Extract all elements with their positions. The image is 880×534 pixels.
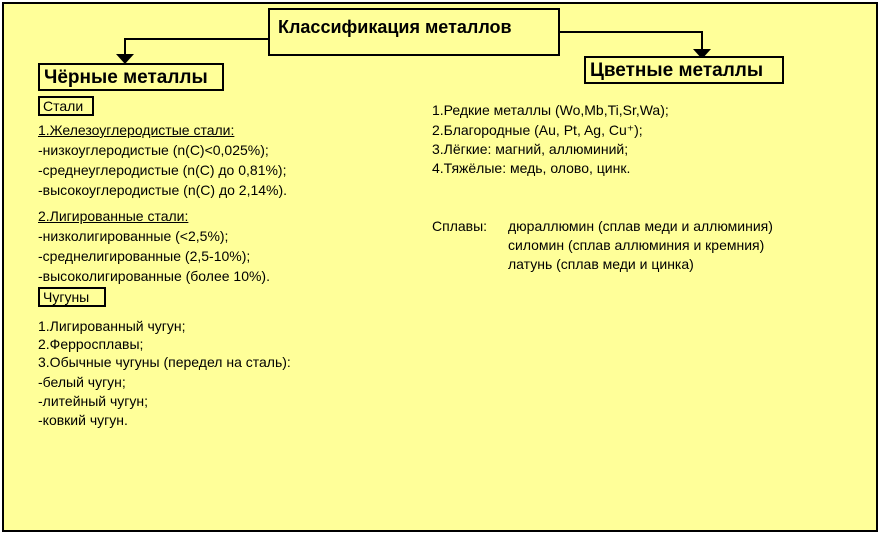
cast-iron-item: 3.Обычные чугуны (передел на сталь): [38,354,291,370]
cast-iron-item: -литейный чугун; [38,393,149,409]
alloyed-steels-heading: 2.Лигированные стали: [38,208,189,224]
carbon-steel-item: -высокоуглеродистые (n(C) до 2,14%). [38,182,288,198]
cast-iron-label-box [38,287,106,307]
nonferrous-item: 2.Благородные (Au, Pt, Ag, Cu⁺); [432,122,643,138]
arrow-to-ferrous [125,39,268,58]
alloyed-steel-item: -высоколигированные (более 10%). [38,268,270,284]
carbon-steel-item: -среднеуглеродистые (n(C) до 0,81%); [38,162,287,178]
alloy-item: латунь (сплав меди и цинка) [508,256,694,272]
alloy-item: дюраллюмин (сплав меди и аллюминия) [508,218,773,234]
nonferrous-heading: Цветные металлы [590,60,764,81]
ferrous-heading-box [38,63,224,91]
diagram-title: Классификация металлов [278,17,512,37]
carbon-steels-heading: 1.Железоуглеродистые стали: [38,122,235,138]
nonferrous-item: 1.Редкие металлы (Wo,Mb,Ti,Sr,Wa); [432,102,669,118]
ferrous-heading: Чёрные металлы [44,67,208,88]
arrow-to-nonferrous [560,32,702,53]
cast-iron-item: -белый чугун; [38,374,126,390]
carbon-steel-item: -низкоуглеродистые (n(C)<0,025%); [38,142,269,158]
cast-iron-item: 1.Лигированный чугун; [38,318,186,334]
cast-iron-item: 2.Ферросплавы; [38,336,144,352]
alloyed-steel-item: -низколигированные (<2,5%); [38,228,229,244]
alloyed-steel-item: -среднелигированные (2,5-10%); [38,248,251,264]
nonferrous-item: 4.Тяжёлые: медь, олово, цинк. [432,160,631,176]
steels-label-box [38,96,94,116]
alloy-item: силомин (сплав аллюминия и кремния) [508,237,765,253]
steels-label: Стали [43,98,84,114]
title-box [268,8,560,56]
nonferrous-heading-box [584,56,784,84]
nonferrous-item: 3.Лёгкие: магний, аллюминий; [432,141,629,157]
cast-iron-item: -ковкий чугун. [38,412,128,428]
alloys-label: Сплавы: [432,218,488,234]
cast-iron-label: Чугуны [43,289,90,305]
